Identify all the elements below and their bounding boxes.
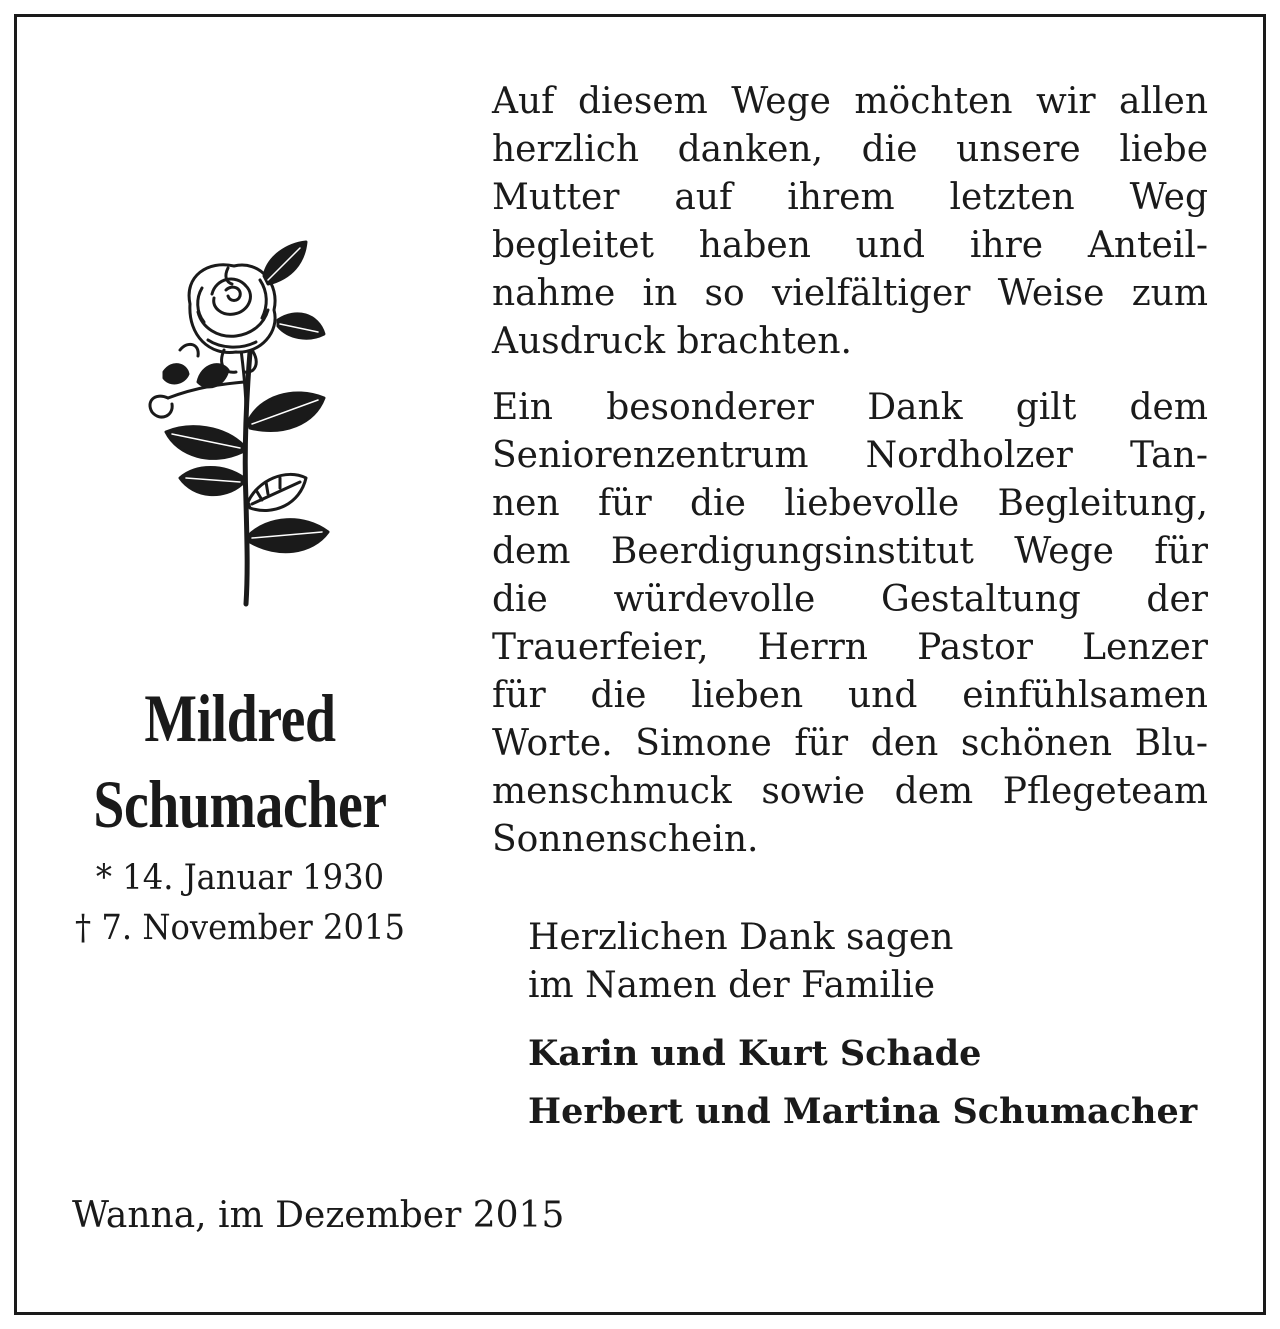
death-date: † 7. November 2015 [75, 908, 405, 948]
rose-icon [128, 232, 348, 612]
paragraph-line: Trauerfeier, Herrn Pastor Lenzer [492, 627, 1208, 668]
paragraph-line: dem Beerdigungsinstitut Wege für [492, 531, 1208, 572]
closing-thanks [528, 914, 953, 1010]
paragraph-line: Ein besonderer Dank gilt dem [492, 387, 1208, 428]
paragraph-line: für die lieben und einfühlsamen [492, 675, 1208, 716]
paragraph-line: menschmuck sowie dem Pflegeteam [492, 771, 1208, 812]
paragraph-line: nen für die liebevolle Begleitung, [492, 483, 1208, 524]
paragraph-line: Mutter auf ihrem letzten Weg [492, 177, 1208, 218]
paragraph-line: herzlich danken, die unsere liebe [492, 129, 1208, 170]
paragraph-line: die würdevolle Gestaltung der [492, 579, 1208, 620]
thanks-paragraph [492, 78, 1208, 366]
paragraph-line: Auf diesem Wege möchten wir allen [492, 81, 1208, 122]
paragraph-line: nahme in so vielfältiger Weise zum [492, 273, 1208, 314]
closing-line: im Namen der Familie [528, 965, 936, 1006]
paragraph-line: Seniorenzentrum Nordholzer Tan- [492, 435, 1208, 476]
paragraph-line: Worte. Simone für den schönen Blu- [492, 723, 1208, 764]
closing-line: Herzlichen Dank sagen [528, 917, 954, 958]
birth-date: * 14. Januar 1930 [95, 858, 385, 898]
family-signature: Karin und Kurt Schade [528, 1033, 982, 1074]
family-signature: Herbert und Martina Schumacher [528, 1091, 1198, 1132]
deceased-last-name: Schumacher [93, 766, 387, 842]
paragraph-line: Sonnenschein. [492, 819, 759, 860]
paragraph-line: Ausdruck brachten. [492, 321, 852, 362]
paragraph-line: begleitet haben und ihre Anteil- [492, 225, 1208, 266]
special-thanks-paragraph [492, 384, 1208, 864]
deceased-first-name: Mildred [144, 680, 336, 756]
place-date: Wanna, im Dezember 2015 [72, 1195, 565, 1236]
